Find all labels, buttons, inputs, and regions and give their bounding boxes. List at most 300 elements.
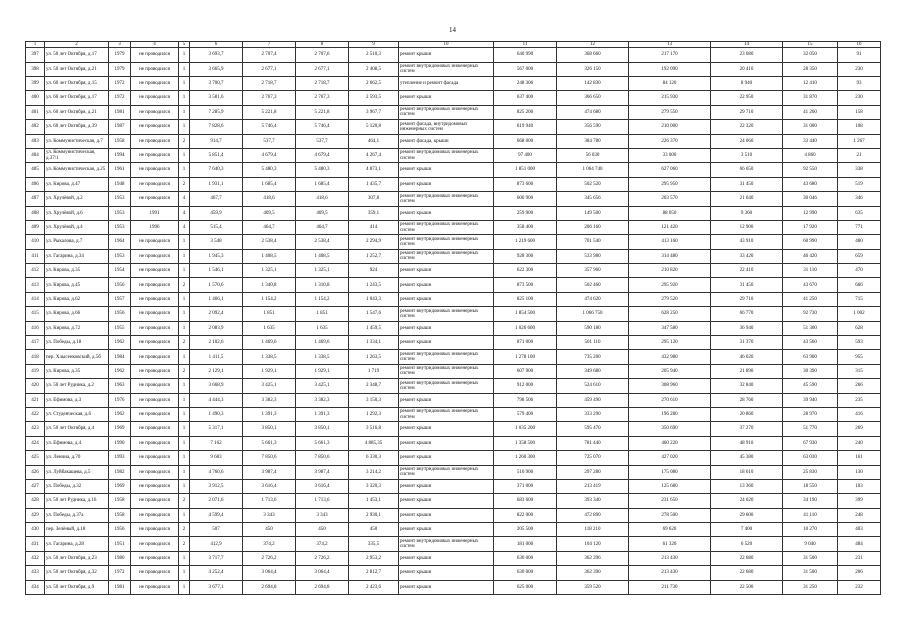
cell-row-number: 425	[26, 451, 45, 465]
cell-unit-cost: 1 267	[838, 134, 881, 148]
cell-municipal-share: 31 370	[711, 336, 783, 350]
cell-unit-cost: 91	[838, 48, 881, 62]
cell-municipal-share: 45 380	[711, 451, 783, 465]
cell-owners-share: 30 046	[783, 192, 838, 206]
cell-address: ул. Студенческая, д.6	[45, 407, 109, 421]
table-row	[26, 422, 881, 436]
cell-municipal-share: 18 610	[711, 465, 783, 479]
cell-work-type: ремонт крыши	[399, 91, 494, 105]
cell-work-type: ремонт крыши	[399, 177, 494, 191]
cell-address: ул. Кирова, д.45	[45, 278, 109, 292]
cell-category: 1	[179, 465, 190, 479]
cell-municipal-share: 22 950	[711, 91, 783, 105]
cell-build-year: 1958	[109, 494, 131, 508]
cell-owners-share: 30 390	[783, 364, 838, 378]
cell-last-repair-year: не проводился	[131, 62, 179, 76]
cell-living-area: 3 064,4	[243, 566, 296, 580]
cell-total-cost: 640 990	[494, 48, 557, 62]
cell-residential-area: 3 064,4	[296, 566, 349, 580]
cell-owners-share: 31 000	[783, 120, 838, 134]
cell-residential-area: 2 718,7	[296, 76, 349, 90]
header-category: 5	[179, 42, 190, 48]
cell-fund-share: 56 030	[557, 148, 629, 162]
cell-municipal-share: 48 910	[711, 436, 783, 450]
cell-regional-share: 84 120	[629, 76, 711, 90]
cell-fund-share: 393 340	[557, 494, 629, 508]
cell-build-year: 1979	[109, 62, 131, 76]
cell-total-cost: 600 900	[494, 192, 557, 206]
cell-apartment-area: 359,1	[349, 206, 399, 220]
cell-apartment-area: 1 334,1	[349, 336, 399, 350]
cell-work-type: ремонт внутридомовых инженерных систем	[399, 148, 494, 162]
header-total-area: 6	[190, 42, 243, 48]
cell-owners-share: 25 830	[783, 465, 838, 479]
cell-municipal-share: 29 600	[711, 508, 783, 522]
cell-living-area: 2 726,2	[243, 551, 296, 565]
cell-apartment-area: 2 662,5	[349, 76, 399, 90]
cell-living-area: 3 425,1	[243, 379, 296, 393]
cell-work-type: ремонт внутридомовых инженерных систем	[399, 249, 494, 263]
cell-last-repair-year: не проводился	[131, 48, 179, 62]
cell-regional-share: 413 160	[629, 235, 711, 249]
cell-fund-share: 357 960	[557, 264, 629, 278]
cell-living-area: 1 338,5	[243, 350, 296, 364]
cell-build-year: 1994	[109, 148, 131, 162]
cell-address: ул. Победы, д.18	[45, 336, 109, 350]
table-row	[26, 350, 881, 364]
cell-fund-share: 384 780	[557, 134, 629, 148]
header-work-type: 10	[399, 42, 494, 48]
cell-regional-share: 350 690	[629, 422, 711, 436]
cell-municipal-share: 66 770	[711, 307, 783, 321]
cell-residential-area: 1 851	[296, 307, 349, 321]
cell-municipal-share: 22 410	[711, 264, 783, 278]
header-regional-share: 13	[629, 42, 711, 48]
cell-fund-share: 502 520	[557, 177, 629, 191]
cell-last-repair-year: не проводился	[131, 235, 179, 249]
cell-owners-share: 28 350	[783, 62, 838, 76]
cell-unit-cost: 235	[838, 393, 881, 407]
cell-regional-share: 217 170	[629, 48, 711, 62]
cell-total-area: 1 466,1	[190, 292, 243, 306]
cell-unit-cost: 338	[838, 163, 881, 177]
cell-living-area: 5 221,8	[243, 105, 296, 119]
cell-work-type: ремонт крыши	[399, 580, 494, 594]
cell-category: 1	[179, 551, 190, 565]
cell-work-type: ремонт крыши	[399, 523, 494, 537]
cell-living-area: 4 679,4	[243, 148, 296, 162]
table-row	[26, 321, 881, 335]
cell-total-area: 1 490,3	[190, 407, 243, 421]
cell-residential-area: 5 221,8	[296, 105, 349, 119]
cell-owners-share: 60 990	[783, 235, 838, 249]
cell-build-year: 1953	[109, 206, 131, 220]
table-row	[26, 436, 881, 450]
cell-work-type: ремонт крыши	[399, 336, 494, 350]
cell-row-number: 420	[26, 379, 45, 393]
cell-living-area: 2 767,3	[243, 91, 296, 105]
cell-owners-share: 31 500	[783, 551, 838, 565]
cell-living-area: 1 851	[243, 307, 296, 321]
cell-total-area: 515,4	[190, 220, 243, 234]
cell-last-repair-year: не проводился	[131, 321, 179, 335]
cell-address: ул. Хрулёвой, д.6	[45, 206, 109, 220]
cell-total-cost: 1 278 100	[494, 350, 557, 364]
cell-total-cost: 205 500	[494, 523, 557, 537]
cell-total-cost: 1 026 600	[494, 321, 557, 335]
cell-work-type: ремонт внутридомовых инженерных систем	[399, 220, 494, 234]
cell-category: 4	[179, 206, 190, 220]
cell-owners-share: 31 110	[783, 264, 838, 278]
cell-unit-cost: 659	[838, 249, 881, 263]
cell-work-type: ремонт фасада, крыши	[399, 134, 494, 148]
cell-municipal-share: 24 060	[711, 134, 783, 148]
cell-apartment-area: 3 320,3	[349, 479, 399, 493]
cell-apartment-area: 450	[349, 523, 399, 537]
table-row	[26, 580, 881, 594]
cell-build-year: 1969	[109, 479, 131, 493]
cell-municipal-share: 22 320	[711, 120, 783, 134]
cell-municipal-share: 24 620	[711, 494, 783, 508]
cell-owners-share: 67 930	[783, 436, 838, 450]
cell-residential-area: 5 661,3	[296, 436, 349, 450]
cell-total-cost: 668 000	[494, 134, 557, 148]
cell-total-area: 4 760,6	[190, 465, 243, 479]
cell-unit-cost: 206	[838, 566, 881, 580]
cell-unit-cost: 593	[838, 336, 881, 350]
cell-last-repair-year: не проводился	[131, 451, 179, 465]
cell-municipal-share: 46 020	[711, 350, 783, 364]
cell-municipal-share: 13 360	[711, 479, 783, 493]
cell-municipal-share: 29 710	[711, 105, 783, 119]
cell-unit-cost: 399	[838, 494, 881, 508]
cell-apartment-area: 3 516,8	[349, 422, 399, 436]
cell-owners-share: 43 670	[783, 278, 838, 292]
cell-fund-share: 533 980	[557, 249, 629, 263]
cell-unit-cost: 955	[838, 350, 881, 364]
cell-fund-share: 356 590	[557, 120, 629, 134]
cell-row-number: 401	[26, 105, 45, 119]
cell-address: ул. 50 лет Октября, д.32	[45, 566, 109, 580]
cell-work-type: ремонт внутридомовых инженерных систем	[399, 350, 494, 364]
cell-total-cost: 928 300	[494, 249, 557, 263]
cell-category: 1	[179, 307, 190, 321]
cell-last-repair-year: не проводился	[131, 379, 179, 393]
cell-category: 1	[179, 91, 190, 105]
table-row	[26, 91, 881, 105]
cell-total-cost: 516 900	[494, 465, 557, 479]
cell-total-area: 3 677,1	[190, 580, 243, 594]
cell-build-year: 1951	[109, 537, 131, 551]
cell-last-repair-year: не проводился	[131, 292, 179, 306]
cell-fund-share: 345 656	[557, 192, 629, 206]
cell-address: ул. 50 лет Октября, д.9	[45, 580, 109, 594]
cell-total-cost: 1 260 300	[494, 451, 557, 465]
cell-work-type: ремонт крыши	[399, 451, 494, 465]
cell-municipal-share: 29 710	[711, 292, 783, 306]
cell-living-area: 5 480,3	[243, 163, 296, 177]
cell-category: 2	[179, 523, 190, 537]
cell-living-area: 5 661,3	[243, 436, 296, 450]
cell-residential-area: 374,2	[296, 537, 349, 551]
cell-fund-share: 590 180	[557, 321, 629, 335]
cell-owners-share: 63 030	[783, 451, 838, 465]
cell-address: ул. Гагарина, д.34	[45, 249, 109, 263]
cell-total-area: 1 931,1	[190, 177, 243, 191]
cell-total-area: 1 546,1	[190, 264, 243, 278]
cell-category: 1	[179, 105, 190, 119]
cell-address: ул. 60 лет Октября, д.39	[45, 120, 109, 134]
cell-build-year: 1979	[109, 48, 131, 62]
cell-category: 1	[179, 479, 190, 493]
cell-last-repair-year: не проводился	[131, 364, 179, 378]
cell-apartment-area: 2 812,7	[349, 566, 399, 580]
cell-total-area: 1 570,6	[190, 278, 243, 292]
cell-regional-share: 231 650	[629, 494, 711, 508]
cell-last-repair-year: не проводился	[131, 494, 179, 508]
cell-total-cost: 622 300	[494, 264, 557, 278]
cell-fund-share: 366 650	[557, 91, 629, 105]
cell-apartment-area: 4 873,1	[349, 163, 399, 177]
table-row	[26, 76, 881, 90]
cell-regional-share: 210 820	[629, 264, 711, 278]
cell-last-repair-year: не проводился	[131, 177, 179, 191]
table-row	[26, 407, 881, 421]
cell-row-number: 398	[26, 62, 45, 76]
cell-row-number: 408	[26, 206, 45, 220]
cell-owners-share: 9 040	[783, 537, 838, 551]
cell-total-area: 2 083,9	[190, 321, 243, 335]
cell-living-area: 1 391,3	[243, 407, 296, 421]
cell-address: ул. Хрулёвой, д.4	[45, 220, 109, 234]
cell-residential-area: 5 746,4	[296, 120, 349, 134]
cell-row-number: 432	[26, 551, 45, 565]
cell-work-type: ремонт внутридомовых инженерных систем	[399, 105, 494, 119]
cell-build-year: 1980	[109, 551, 131, 565]
cell-regional-share: 196 280	[629, 407, 711, 421]
cell-living-area: 374,2	[243, 537, 296, 551]
cell-fund-share: 474 620	[557, 292, 629, 306]
cell-owners-share: 45 590	[783, 379, 838, 393]
cell-apartment-area: 4 267,4	[349, 148, 399, 162]
cell-last-repair-year: не проводился	[131, 120, 179, 134]
cell-row-number: 423	[26, 422, 45, 436]
cell-owners-share: 18 550	[783, 479, 838, 493]
cell-municipal-share: 8 940	[711, 76, 783, 90]
cell-last-repair-year: не проводился	[131, 580, 179, 594]
cell-living-area: 1 154,2	[243, 292, 296, 306]
table-row	[26, 364, 881, 378]
cell-last-repair-year: не проводился	[131, 465, 179, 479]
cell-category: 1	[179, 120, 190, 134]
cell-apartment-area: 2 294,9	[349, 235, 399, 249]
cell-address: ул. 50 лет Октября, д.21	[45, 62, 109, 76]
cell-apartment-area: 1 719	[349, 364, 399, 378]
cell-residential-area: 1 685,4	[296, 177, 349, 191]
cell-row-number: 403	[26, 134, 45, 148]
cell-unit-cost: 240	[838, 436, 881, 450]
cell-build-year: 1953	[109, 220, 131, 234]
cell-unit-cost: 158	[838, 105, 881, 119]
cell-unit-cost: 470	[838, 264, 881, 278]
cell-total-area: 7 285,9	[190, 105, 243, 119]
cell-residential-area: 537,7	[296, 134, 349, 148]
cell-fund-share: 349 680	[557, 364, 629, 378]
cell-fund-share: 1 064 740	[557, 163, 629, 177]
cell-last-repair-year: не проводился	[131, 393, 179, 407]
cell-fund-share: 735 200	[557, 350, 629, 364]
cell-address: ул. Коммунистическая, д.37/1	[45, 148, 109, 162]
table-row	[26, 465, 881, 479]
cell-owners-share: 34 190	[783, 494, 838, 508]
cell-fund-share: 524 610	[557, 379, 629, 393]
cell-last-repair-year: не проводился	[131, 105, 179, 119]
cell-living-area: 1 635	[243, 321, 296, 335]
cell-regional-share: 278 500	[629, 508, 711, 522]
cell-total-cost: 1 358 500	[494, 436, 557, 450]
cell-total-cost: 1 035 200	[494, 422, 557, 436]
cell-total-area: 3 717,7	[190, 551, 243, 565]
cell-regional-share: 205 940	[629, 364, 711, 378]
cell-residential-area: 5 480,3	[296, 163, 349, 177]
cell-apartment-area: 1 243,5	[349, 278, 399, 292]
cell-apartment-area: 2 930,1	[349, 508, 399, 522]
cell-row-number: 422	[26, 407, 45, 421]
cell-address: ул. Ефимова, д.3	[45, 393, 109, 407]
cell-apartment-area: 335,5	[349, 537, 399, 551]
cell-row-number: 434	[26, 580, 45, 594]
cell-category: 1	[179, 321, 190, 335]
cell-address: ул. 60 лет Октября, д.21	[45, 105, 109, 119]
cell-build-year: 1961	[109, 163, 131, 177]
cell-municipal-share: 43 910	[711, 235, 783, 249]
header-total-cost: 11	[494, 42, 557, 48]
cell-residential-area: 1 310,8	[296, 278, 349, 292]
cell-apartment-area: 2 510,3	[349, 48, 399, 62]
cell-unit-cost: 269	[838, 422, 881, 436]
cell-apartment-area: 3 967,7	[349, 105, 399, 119]
cell-last-repair-year: не проводился	[131, 192, 179, 206]
cell-total-area: 3 912,5	[190, 479, 243, 493]
cell-regional-share: 295 950	[629, 177, 711, 191]
cell-row-number: 405	[26, 163, 45, 177]
cell-work-type: ремонт крыши	[399, 278, 494, 292]
cell-total-cost: 625 000	[494, 580, 557, 594]
cell-build-year: 1962	[109, 364, 131, 378]
cell-build-year: 1954	[109, 264, 131, 278]
cell-living-area: 2 718,7	[243, 76, 296, 90]
cell-fund-share: 725 070	[557, 451, 629, 465]
cell-address: ул. 60 лет Октября, д.17	[45, 91, 109, 105]
cell-last-repair-year: не проводился	[131, 436, 179, 450]
cell-build-year: 1987	[109, 120, 131, 134]
cell-total-cost: 683 600	[494, 494, 557, 508]
cell-build-year: 1972	[109, 91, 131, 105]
header-unit-cost: 16	[838, 42, 881, 48]
cell-regional-share: 270 610	[629, 393, 711, 407]
cell-build-year: 1981	[109, 105, 131, 119]
cell-living-area: 2 538,4	[243, 235, 296, 249]
cell-total-area: 2 102,6	[190, 336, 243, 350]
cell-residential-area: 2 707,6	[296, 48, 349, 62]
cell-apartment-area: 1 459,5	[349, 321, 399, 335]
cell-work-type: ремонт фасада, внутридомовых инженерных систем	[399, 120, 494, 134]
header-municipal-share: 14	[711, 42, 783, 48]
cell-category: 1	[179, 249, 190, 263]
cell-category: 1	[179, 393, 190, 407]
header-apartment-area: 9	[349, 42, 399, 48]
table-row	[26, 379, 881, 393]
cell-fund-share: 502 460	[557, 278, 629, 292]
cell-regional-share: 627 060	[629, 163, 711, 177]
cell-total-cost: 1 854 500	[494, 307, 557, 321]
table-row	[26, 120, 881, 134]
cell-regional-share: 210 000	[629, 120, 711, 134]
cell-apartment-area: 1 043,3	[349, 292, 399, 306]
cell-living-area: 1 713,6	[243, 494, 296, 508]
cell-municipal-share: 33 420	[711, 249, 783, 263]
cell-fund-share: 1 066 750	[557, 307, 629, 321]
cell-municipal-share: 12 900	[711, 220, 783, 234]
cell-residential-area: 1 154,2	[296, 292, 349, 306]
cell-category: 1	[179, 62, 190, 76]
cell-work-type: ремонт крыши	[399, 264, 494, 278]
cell-apartment-area: 924	[349, 264, 399, 278]
cell-address: ул. Ефимова, д.4	[45, 436, 109, 450]
cell-owners-share: 10 270	[783, 523, 838, 537]
cell-category: 1	[179, 76, 190, 90]
cell-address: ул. 50 лет Рудника, д.16	[45, 494, 109, 508]
cell-last-repair-year: не проводился	[131, 249, 179, 263]
cell-residential-area: 3 425,1	[296, 379, 349, 393]
cell-regional-share: 125 680	[629, 479, 711, 493]
table-row	[26, 566, 881, 580]
table-row	[26, 220, 881, 234]
cell-total-cost: 259 900	[494, 206, 557, 220]
cell-row-number: 415	[26, 307, 45, 321]
cell-work-type: ремонт внутридомовых инженерных систем	[399, 379, 494, 393]
cell-owners-share: 28 970	[783, 407, 838, 421]
cell-build-year: 1962	[109, 407, 131, 421]
cell-last-repair-year: не проводился	[131, 551, 179, 565]
cell-category: 4	[179, 220, 190, 234]
cell-residential-area: 1 929,1	[296, 364, 349, 378]
cell-unit-cost: 315	[838, 364, 881, 378]
header-last-repair-year: 4	[131, 42, 179, 48]
cell-apartment-area: 6 330,3	[349, 451, 399, 465]
cell-unit-cost: 108	[838, 120, 881, 134]
cell-residential-area: 2 538,4	[296, 235, 349, 249]
cell-residential-area: 1 338,5	[296, 350, 349, 364]
cell-total-area: 3 700,7	[190, 76, 243, 90]
cell-owners-share: 17 920	[783, 220, 838, 234]
cell-residential-area: 7 850,6	[296, 451, 349, 465]
cell-apartment-area: 464,1	[349, 134, 399, 148]
cell-build-year: 1962	[109, 336, 131, 350]
table-row	[26, 105, 881, 119]
table-row	[26, 48, 881, 62]
cell-municipal-share: 31 450	[711, 278, 783, 292]
cell-fund-share: 297 280	[557, 465, 629, 479]
header-owners-share: 15	[783, 42, 838, 48]
cell-living-area: 409,5	[243, 206, 296, 220]
cell-apartment-area: 2 953,2	[349, 551, 399, 565]
cell-regional-share: 427 020	[629, 451, 711, 465]
cell-fund-share: 368 660	[557, 48, 629, 62]
cell-row-number: 407	[26, 192, 45, 206]
cell-total-cost: 97 400	[494, 148, 557, 162]
cell-total-area: 467,7	[190, 192, 243, 206]
